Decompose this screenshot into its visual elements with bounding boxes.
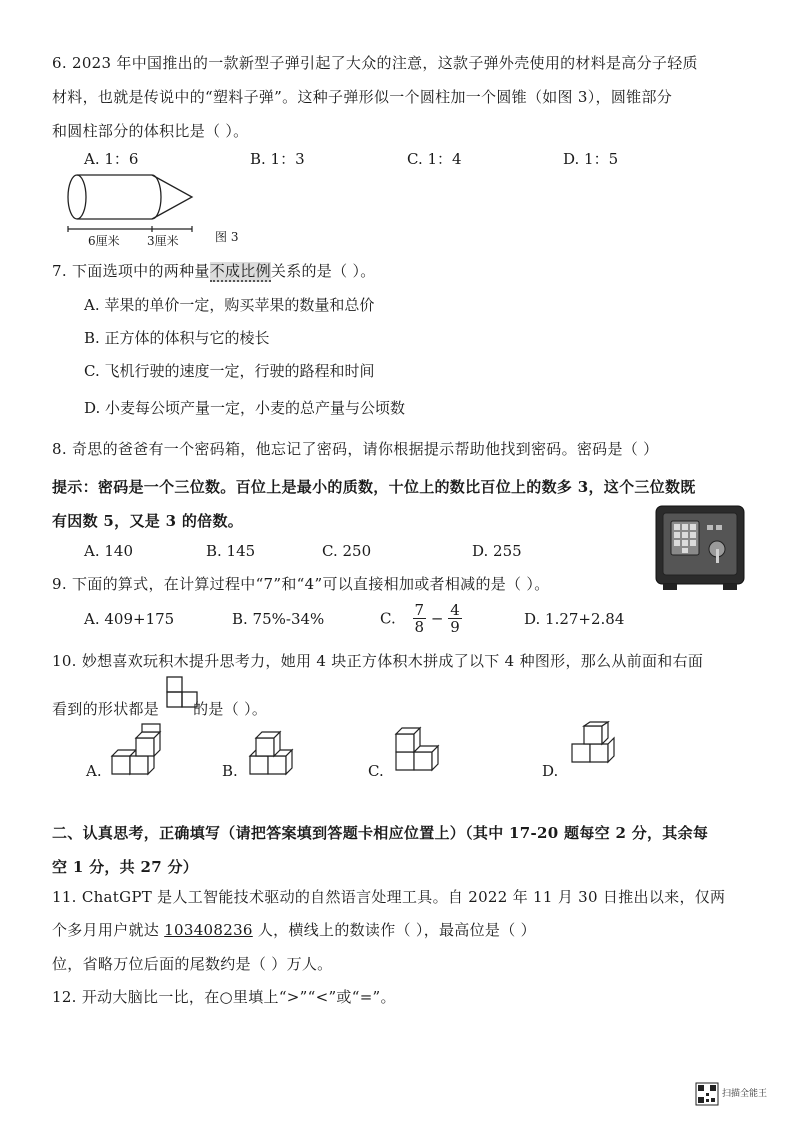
q10-option-a: A. [86,762,102,780]
q10-line1: 10. 妙想喜欢玩积木提升思考力，她用 4 块正方体积木拼成了以下 4 种图形，那么从前面和右面 [52,652,704,670]
q9-fraction-1-den: 8 [414,618,425,636]
q11-line3: 位，省略万位后面的尾数约是（ ）万人。 [52,955,333,973]
q9-option-b: B. 75%-34% [232,610,325,628]
q11-line2 [52,919,536,940]
q6-line2: 材料，也就是传说中的“塑料子弹”。这种子弹形似一个圆柱加一个圆锥（如图 3），圆锥部分 [52,88,673,106]
q10-line2 [52,698,267,719]
qr-code-icon [696,1083,718,1105]
q10-figure-c [394,722,454,778]
q9-option-a: A. 409+175 [84,610,175,628]
cylinder-end [68,175,86,219]
q8-option-a: A. 140 [84,542,133,560]
q9-fraction-2-den: 9 [450,618,460,636]
q9-fraction-2 [448,602,462,635]
q9-fraction-1 [413,602,427,635]
q7-prefix: 7. 下面选项中的两种量 [52,262,210,280]
q10-line2-prefix: 看到的形状都是 [52,700,160,718]
q9-line1: 9. 下面的算式，在计算过程中“7”和“4”可以直接相加或者相减的是（ ）。 [52,575,550,593]
q8-hint2: 有因数 5，又是 3 的倍数。 [52,512,244,530]
q9-fraction-2-num: 4 [450,601,460,619]
q9-option-d: D. 1.27+2.84 [524,610,625,628]
q6-line1: 6. 2023 年中国推出的一款新型子弹引起了大众的注意，这款子弹外壳使用的材料是高分子轻质 [52,54,698,72]
q7-suffix: 关系的是（ ）。 [270,262,376,280]
q6-line3: 和圆柱部分的体积比是（ ）。 [52,122,249,140]
q11-line1: 11. ChatGPT 是人工智能技术驱动的自然语言处理工具。自 2022 年 11 月 30 日推出以来，仅两 [52,888,726,906]
q7-highlight: 不成比例 [209,262,271,280]
q7-option-c: C. 飞机行驶的速度一定，行驶的路程和时间 [84,362,375,380]
bullet-figure [60,170,220,250]
q9-option-c [380,602,462,635]
q8-option-c: C. 250 [322,542,372,560]
section2-line2: 空 1 分，共 27 分） [52,858,199,876]
safe-foot-right [723,584,737,590]
q12-line1: 12. 开动大脑比一比，在○里填上“>”“<”或“=”。 [52,988,396,1006]
q10-option-b: B. [222,762,238,780]
q9-fraction-1-num: 7 [414,601,425,619]
q7-option-d: D. 小麦每公顷产量一定，小麦的总产量与公顷数 [84,399,406,417]
q10-option-c: C. [368,762,384,780]
q6-option-a: A. 1：6 [84,150,139,168]
safe-lamp-1 [707,525,713,530]
q8-option-b: B. 145 [206,542,256,560]
safe-lamp-2 [716,525,722,530]
watermark-text: 扫描全能王 [722,1089,768,1099]
figure-label-cylinder: 6厘米 [88,234,120,248]
q11-number: 103408236 [164,921,253,939]
cylinder-joint [152,175,161,219]
q10-view-shape [166,676,200,710]
safe-foot-left [663,584,677,590]
q8-option-d: D. 255 [472,542,522,560]
section2-line1: 二、认真思考，正确填写（请把答案填到答题卡相应位置上）（其中 17-20 题每空 2 分，其余每 [52,824,709,842]
q7-question [52,260,376,281]
q10-option-d: D. [542,762,559,780]
q11-line2-prefix: 个多月用户就达 [52,921,165,939]
figure-caption: 图 3 [215,230,239,244]
q6-option-d: D. 1：5 [563,150,619,168]
q10-line2-suffix: 的是（ ）。 [193,700,268,718]
safe-handle [716,549,719,563]
q10-figure-b [248,722,308,778]
q8-hint1: 提示：密码是一个三位数。百位上是最小的质数，十位上的数比百位上的数多 3，这个三位数既 [52,478,696,496]
safe-icon [655,505,747,591]
q7-option-a: A. 苹果的单价一定，购买苹果的数量和总价 [84,296,375,314]
q10-figure-a [110,722,170,778]
q9-option-c-label: C. [380,609,396,628]
figure-label-cone: 3厘米 [147,234,179,248]
q9-fraction-operator: − [430,609,444,628]
q10-figure-d [570,722,630,778]
q11-line2-suffix: 人，横线上的数读作（ ），最高位是（ ） [252,921,536,939]
q6-option-b: B. 1：3 [250,150,305,168]
q7-option-b: B. 正方体的体积与它的棱长 [84,329,270,347]
q6-option-c: C. 1：4 [407,150,462,168]
q8-line1: 8. 奇思的爸爸有一个密码箱，他忘记了密码，请你根据提示帮助他找到密码。密码是（ ） [52,440,659,458]
